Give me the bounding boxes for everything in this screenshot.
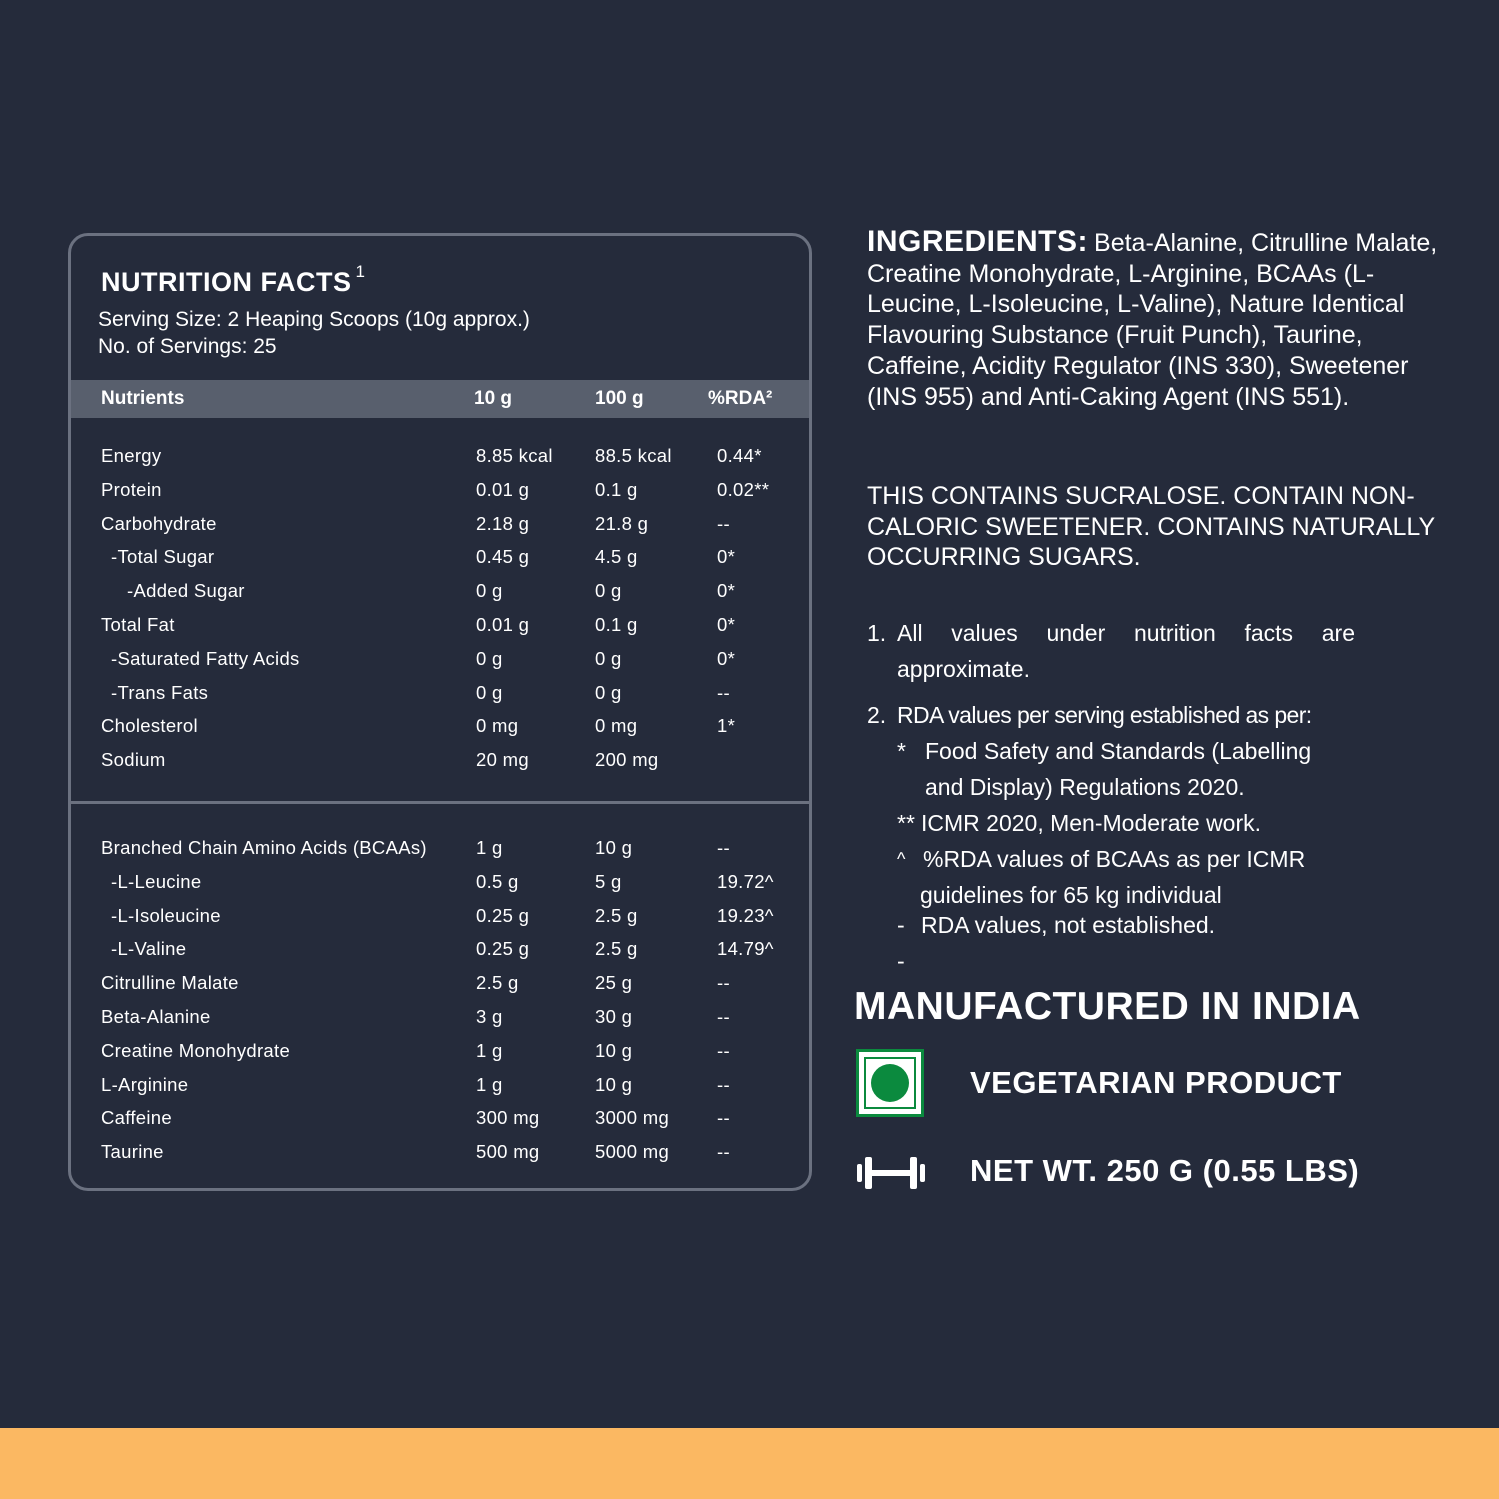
nutrient-name: Beta-Alanine: [101, 1006, 211, 1027]
value-100g: 0.1 g: [595, 614, 638, 635]
value-rda: 0*: [717, 546, 736, 568]
nutrient-name: -Trans Fats: [111, 681, 209, 703]
nutrient-row: [71, 837, 809, 871]
servings-count: No. of Servings: 25: [98, 335, 277, 358]
header-rda: %RDA²: [708, 388, 773, 409]
title-footnote-mark: 1: [355, 262, 366, 281]
nutrient-name: Cholesterol: [101, 715, 198, 737]
header-nutrients: Nutrients: [101, 388, 185, 409]
nutrient-name: Protein: [101, 478, 162, 500]
value-100g: 0 g: [595, 580, 622, 602]
value-10g: 0.5 g: [476, 870, 519, 892]
value-rda: 19.72^: [717, 870, 774, 892]
vegetarian-label: VEGETARIAN PRODUCT: [970, 1065, 1342, 1100]
value-10g: 1 g: [476, 1073, 503, 1095]
value-rda: 1*: [717, 715, 736, 737]
nutrient-row: [71, 1040, 809, 1074]
value-rda: 0.44*: [717, 445, 762, 466]
value-10g: 1 g: [476, 837, 503, 858]
value-100g: 30 g: [595, 1006, 633, 1027]
value-100g: 25 g: [595, 972, 633, 994]
value-100g: 2.5 g: [595, 904, 638, 926]
value-100g: 0 g: [595, 681, 622, 703]
nutrient-name: -Total Sugar: [111, 546, 215, 568]
value-rda: 0*: [717, 647, 736, 669]
net-weight: NET WT. 250 G (0.55 LBS): [970, 1153, 1360, 1188]
value-100g: 0 g: [595, 647, 622, 669]
value-10g: 0 g: [476, 647, 503, 669]
value-100g: 3000 mg: [595, 1107, 670, 1129]
nutrition-title: NUTRITION FACTS $^1$: [101, 262, 366, 297]
value-10g: 0 g: [476, 681, 503, 703]
nutrient-row: [71, 1107, 809, 1141]
nutrient-row: [71, 1074, 809, 1108]
header-10g: 10 g: [474, 388, 513, 409]
value-10g: 3 g: [476, 1006, 503, 1027]
value-10g: 0.45 g: [476, 546, 530, 568]
sub-line: and Display) Regulations 2020.: [925, 774, 1245, 800]
footnote-1-number: 1.: [867, 620, 887, 646]
value-rda: 14.79^: [717, 938, 774, 960]
nutrient-name: Caffeine: [101, 1107, 172, 1129]
sub-mark: ^: [897, 849, 906, 869]
value-100g: 5000 mg: [595, 1141, 670, 1163]
serving-info: [98, 306, 530, 360]
value-rda: --: [717, 1006, 730, 1027]
bottom-band: [0, 1428, 1499, 1499]
value-rda: --: [717, 512, 730, 534]
nutrient-row: [71, 648, 809, 682]
nutrient-name: Citrulline Malate: [101, 972, 239, 994]
value-10g: 0.01 g: [476, 478, 530, 500]
sucralose-notice: THIS CONTAINS SUCRALOSE. CONTAIN NON-CALORIC SWEETENER. CONTAINS NATURALLY OCCURRING SUGARS.: [867, 482, 1435, 571]
veg-mark-icon: [856, 1049, 924, 1117]
dumbbell-icon: [856, 1155, 926, 1191]
manufactured-in-india: MANUFACTURED IN INDIA: [854, 985, 1361, 1028]
ingredients-block: [867, 227, 1447, 412]
footnote-1: [867, 615, 1357, 682]
nutrient-row: [71, 580, 809, 614]
sub-mark: **: [897, 810, 915, 836]
sub-line: %RDA values of BCAAs as per ICMR: [923, 846, 1306, 872]
nutrient-row: [71, 871, 809, 905]
nutrient-name: -Saturated Fatty Acids: [111, 647, 300, 669]
header-100g: 100 g: [595, 388, 644, 409]
value-10g: 0.01 g: [476, 614, 530, 635]
nutrient-name: -Added Sugar: [127, 580, 245, 602]
nutrient-row: [71, 479, 809, 513]
value-10g: 2.18 g: [476, 512, 530, 534]
value-10g: 2.5 g: [476, 972, 519, 994]
value-100g: 88.5 kcal: [595, 445, 672, 466]
value-100g: 4.5 g: [595, 546, 638, 568]
nutrient-name: Taurine: [101, 1141, 164, 1163]
footnote-1-line2: approximate.: [897, 656, 1030, 682]
value-rda: --: [717, 972, 730, 994]
value-rda: 0*: [717, 580, 736, 602]
ingredients-label: INGREDIENTS:: [867, 225, 1089, 258]
nutrient-name: Carbohydrate: [101, 512, 217, 534]
nutrient-name: Creatine Monohydrate: [101, 1039, 291, 1061]
footnote-1-line1: All values under nutrition facts are: [897, 620, 1355, 646]
table-divider: [71, 801, 809, 804]
value-rda: 0.02**: [717, 478, 770, 500]
sub-mark: --: [897, 912, 905, 974]
value-100g: 5 g: [595, 870, 622, 892]
value-rda: 19.23^: [717, 904, 774, 926]
value-100g: 10 g: [595, 837, 633, 858]
value-10g: 8.85 kcal: [476, 445, 553, 466]
nutrient-name: Total Fat: [101, 614, 175, 635]
value-100g: 200 mg: [595, 749, 659, 771]
nutrient-row: [71, 905, 809, 939]
value-rda: --: [717, 1107, 730, 1129]
sub-line: ICMR 2020, Men-Moderate work.: [921, 810, 1262, 836]
nutrition-facts-panel: [68, 233, 812, 1191]
footnote-2-text: RDA values per serving established as per:: [897, 702, 1312, 728]
nutrient-name: -L-Valine: [111, 938, 187, 960]
value-10g: 0.25 g: [476, 938, 530, 960]
nutrient-row: [71, 614, 809, 648]
value-rda: --: [717, 837, 730, 858]
nutrient-row: [71, 1141, 809, 1175]
value-rda: --: [717, 1141, 730, 1163]
value-100g: 21.8 g: [595, 512, 649, 534]
sub-line: guidelines for 65 kg individual: [920, 882, 1222, 908]
nutrient-name: Sodium: [101, 749, 166, 771]
nutrient-row: [71, 1006, 809, 1040]
nutrient-row: [71, 445, 809, 479]
value-rda: --: [717, 1039, 730, 1061]
value-10g: 300 mg: [476, 1107, 540, 1129]
footnote-2-number: 2.: [867, 702, 887, 728]
value-rda: --: [717, 1073, 730, 1095]
value-10g: 20 mg: [476, 749, 529, 771]
nutrient-name: Energy: [101, 445, 162, 466]
value-rda: --: [717, 681, 730, 703]
sub-mark: *: [897, 738, 906, 764]
value-100g: 10 g: [595, 1073, 633, 1095]
serving-size: Serving Size: 2 Heaping Scoops (10g approx.): [98, 308, 530, 331]
value-10g: 500 mg: [476, 1141, 540, 1163]
nutrient-name: -L-Isoleucine: [111, 904, 221, 926]
value-10g: 0.25 g: [476, 904, 530, 926]
nutrient-row: [71, 546, 809, 580]
sub-line: Food Safety and Standards (Labelling: [925, 738, 1312, 764]
nutrient-name: -L-Leucine: [111, 870, 202, 892]
value-100g: 0 mg: [595, 715, 638, 737]
nutrient-row: [71, 972, 809, 1006]
value-100g: 10 g: [595, 1039, 633, 1061]
nutrient-row: [71, 682, 809, 716]
value-10g: 0 g: [476, 580, 503, 602]
ingredients-text: Beta-Alanine, Citrulline Malate, Creatine Monohydrate, L-Arginine, BCAAs (L-Leucine, L-Isoleucine, L-Valine), Nature Identical Flavouring Substance (Fruit Punch), Taurine, Caffeine, Acidity Regulator (INS 330), Sweetener (INS 955) and Anti-Caking Agent (INS 551).: [867, 229, 1438, 411]
value-10g: 1 g: [476, 1039, 503, 1061]
nutrient-name: L-Arginine: [101, 1073, 189, 1095]
value-100g: 2.5 g: [595, 938, 638, 960]
nutrient-row: [71, 513, 809, 547]
value-10g: 0 mg: [476, 715, 519, 737]
nutrient-row: [71, 715, 809, 749]
nutrient-row: [71, 938, 809, 972]
sub-line: RDA values, not established.: [921, 912, 1216, 938]
nutrient-row: [71, 749, 809, 783]
value-rda: 0*: [717, 614, 736, 635]
nutrient-name: Branched Chain Amino Acids (BCAAs): [101, 837, 427, 858]
footnote-2: [867, 697, 1387, 974]
value-100g: 0.1 g: [595, 478, 638, 500]
table-header: [71, 380, 809, 418]
